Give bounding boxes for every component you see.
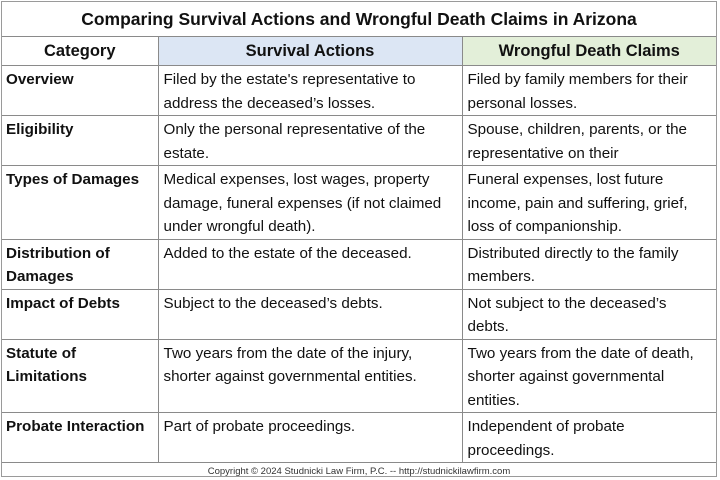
category-cell: Types of Damages [2, 166, 158, 240]
wrongful-cell: Not subject to the deceased’s debts. [462, 289, 716, 339]
survival-cell: Only the personal representative of the estate. [158, 116, 462, 166]
document-title: Comparing Survival Actions and Wrongful Death Claims in Arizona [2, 2, 716, 37]
table-row-types-of-damages [2, 166, 716, 240]
wrongful-cell-text: Spouse, children, parents, or the representative on their [467, 121, 688, 162]
wrongful-cell: Independent of probate proceedings. [462, 413, 716, 463]
table-row-probate-interaction [2, 413, 716, 463]
comparison-table [2, 37, 716, 463]
wrongful-cell: Two years from the date of death, shorter against governmental entities. [462, 339, 716, 413]
wrongful-cell: Filed by family members for their personal losses. [462, 66, 716, 116]
survival-cell: Medical expenses, lost wages, property damage, funeral expenses (if not claimed under wrongful death). [158, 166, 462, 240]
category-cell: Statute of Limitations [2, 339, 158, 413]
survival-cell: Filed by the estate's representative to address the deceased’s losses. [158, 66, 462, 116]
table-row-eligibility [2, 116, 716, 166]
category-cell: Probate Interaction [2, 413, 158, 463]
header-category: Category [2, 37, 158, 66]
wrongful-cell: Distributed directly to the family members. [462, 239, 716, 289]
header-survival-actions: Survival Actions [158, 37, 462, 66]
survival-cell: Added to the estate of the deceased. [158, 239, 462, 289]
category-cell: Distribution of Damages [2, 239, 158, 289]
comparison-document [1, 1, 717, 477]
survival-cell: Two years from the date of the injury, shorter against governmental entities. [158, 339, 462, 413]
category-cell: Impact of Debts [2, 289, 158, 339]
survival-cell: Part of probate proceedings. [158, 413, 462, 463]
table-header-row [2, 37, 716, 66]
table-row-distribution-of-damages [2, 239, 716, 289]
category-cell: Eligibility [2, 116, 158, 166]
wrongful-cell: Funeral expenses, lost future income, pain and suffering, grief, loss of companionship. [462, 166, 716, 240]
wrongful-cell [462, 116, 716, 166]
category-cell: Overview [2, 66, 158, 116]
table-row-impact-of-debts [2, 289, 716, 339]
table-row-overview [2, 66, 716, 116]
table-row-statute-of-limitations [2, 339, 716, 413]
copyright-footer: Copyright © 2024 Studnicki Law Firm, P.C. -- http://studnickilawfirm.com [207, 466, 511, 477]
survival-cell: Subject to the deceased’s debts. [158, 289, 462, 339]
header-wrongful-death-claims: Wrongful Death Claims [462, 37, 716, 66]
